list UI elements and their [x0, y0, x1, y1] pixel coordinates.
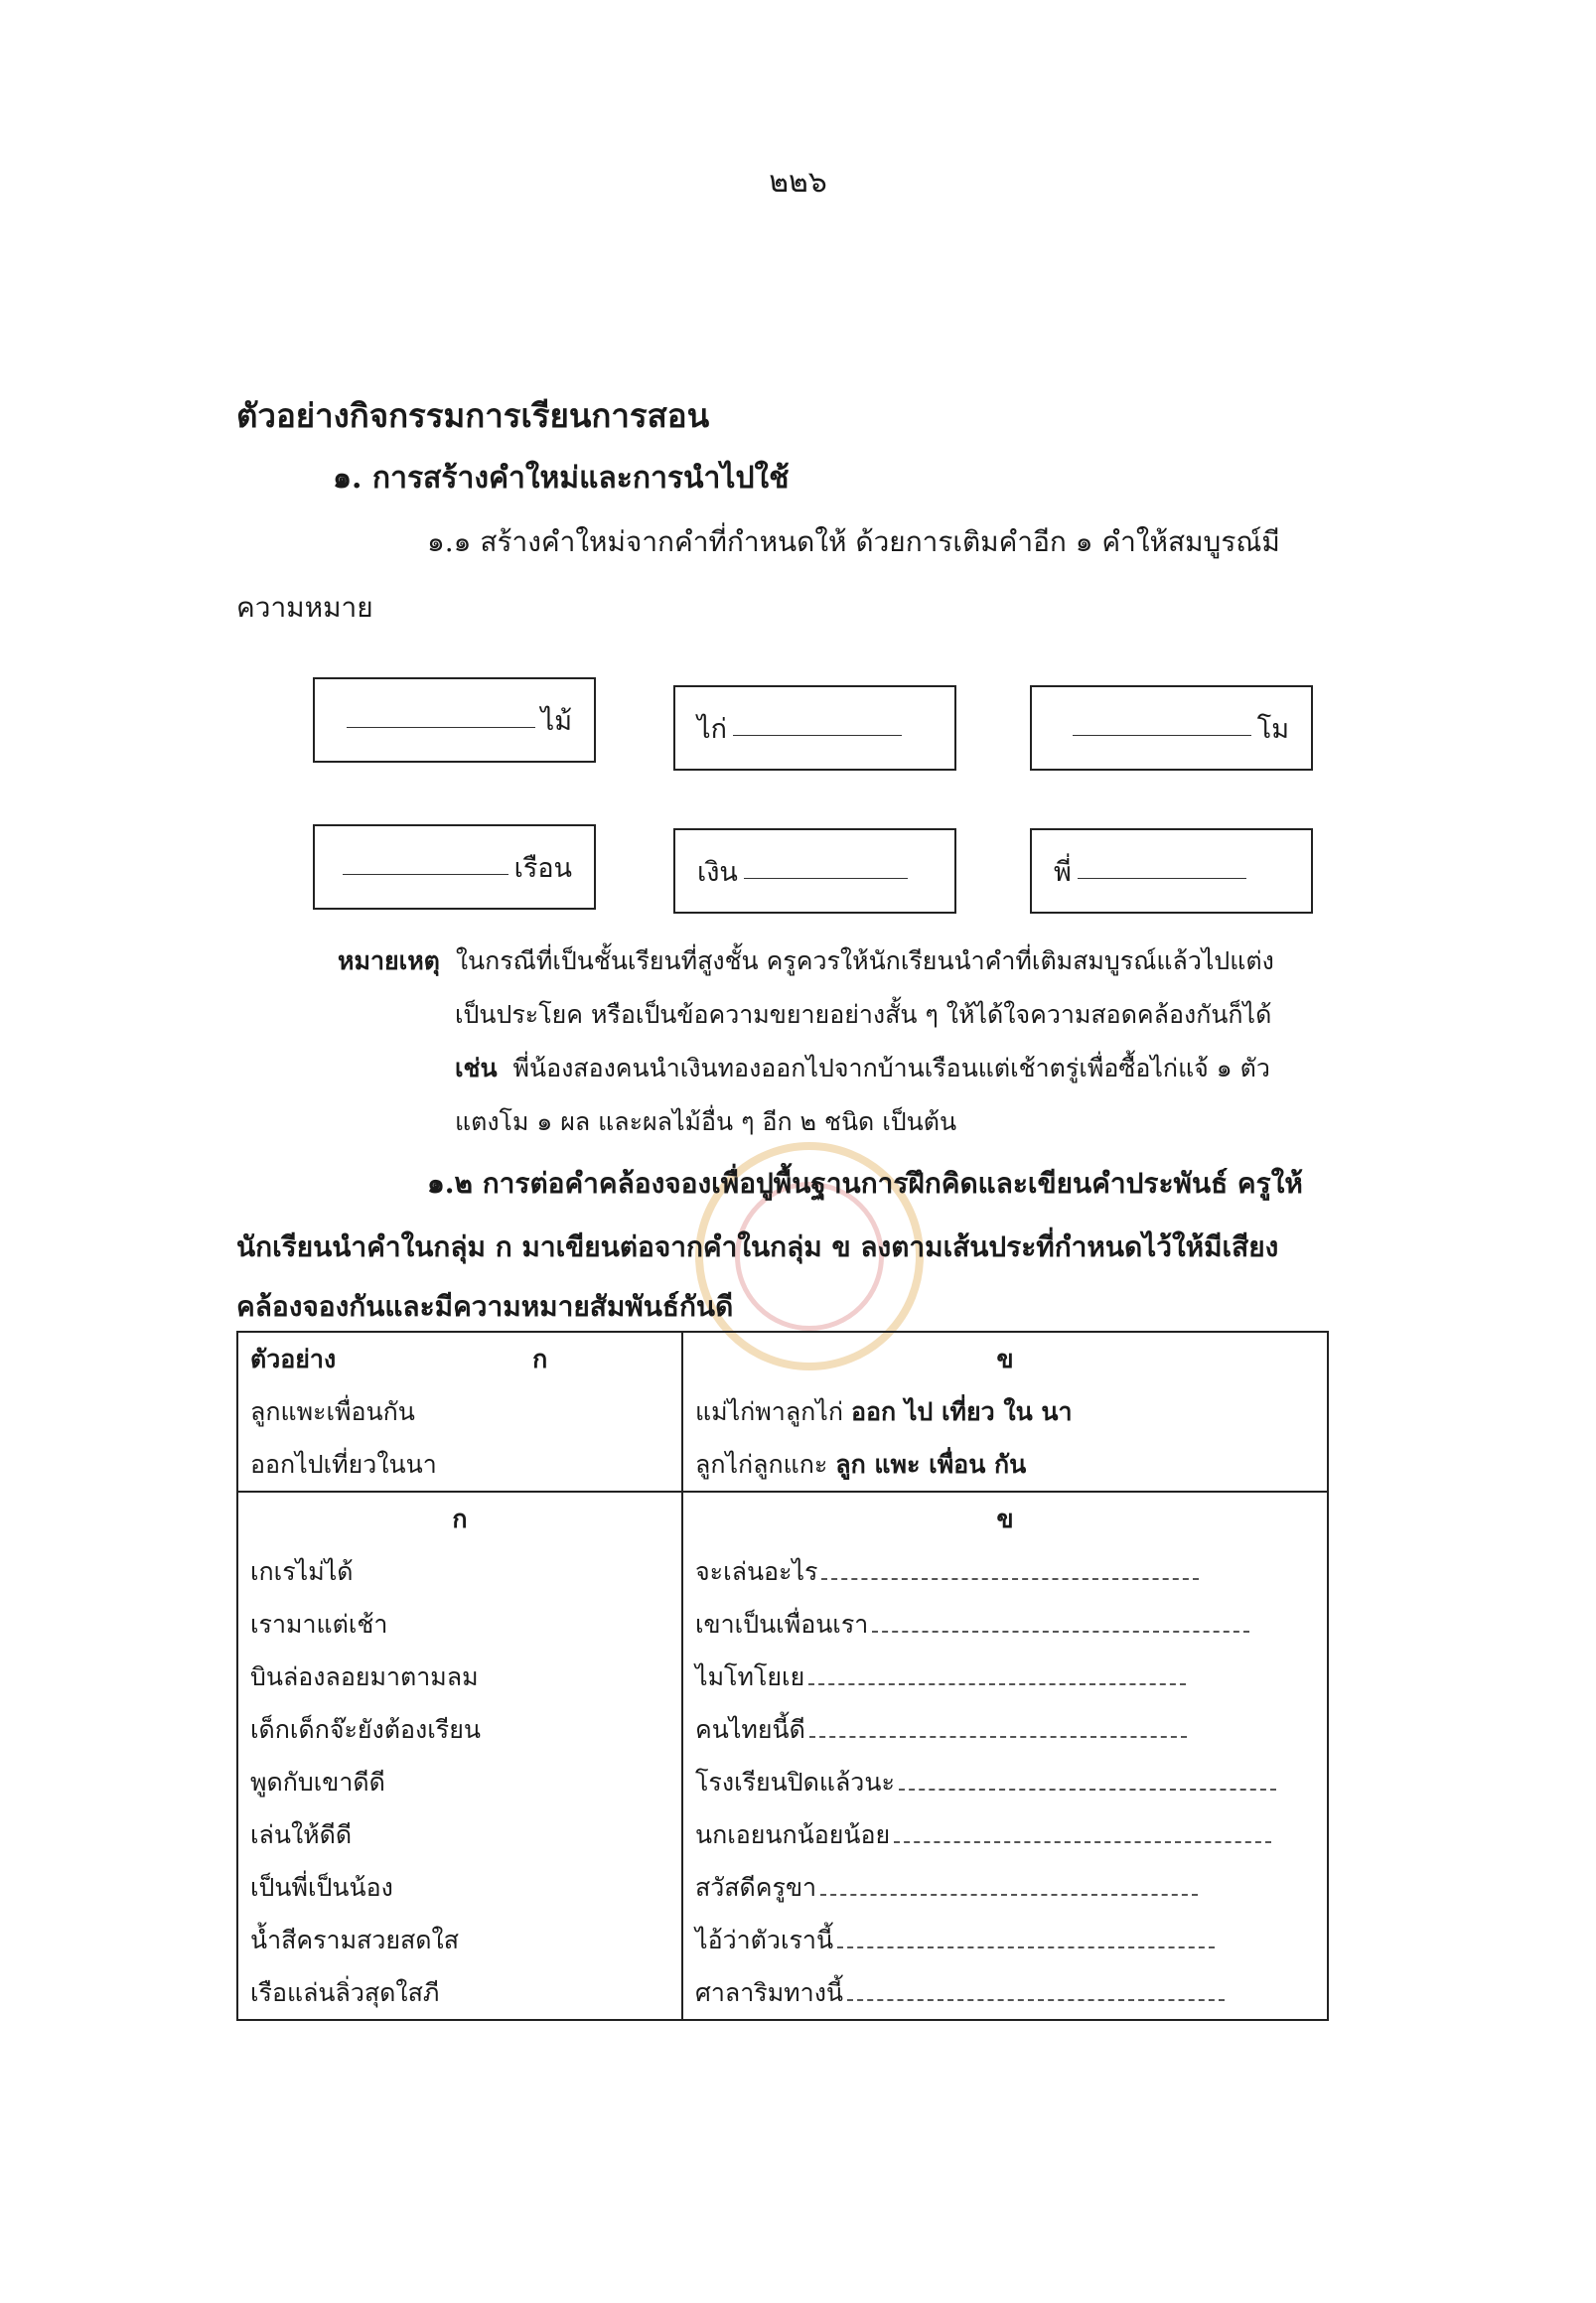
table-cell: เกเรไม่ได้ — [237, 1545, 682, 1598]
word-box-kai — [673, 685, 956, 771]
word-box-label: พี่ — [1054, 856, 1072, 888]
word-box-phi — [1030, 828, 1313, 914]
note-text: พี่น้องสองคนนำเงินทองออกไปจากบ้านเรือนแต่เช้าตรู่เพื่อซื้อไก่แจ้ ๑ ตัว — [512, 1054, 1270, 1082]
blank-line — [1073, 734, 1251, 736]
note-line-1 — [338, 941, 1274, 981]
page-number: ๒๒๖ — [769, 165, 827, 200]
word-box-mo — [1030, 685, 1313, 771]
section-1-2-text-end: คล้องจองกันและมีความหมายสัมพันธ์กันดี — [236, 1290, 734, 1323]
dotted-blank — [820, 1893, 1198, 1896]
word-box-ngoen — [673, 828, 956, 914]
word-box-label: ไม้ — [540, 705, 572, 737]
table-row — [237, 1651, 1328, 1703]
table-cell — [682, 1651, 1328, 1703]
table-cell — [682, 1703, 1328, 1756]
blank-line — [744, 877, 908, 879]
cell-text: สวัสดีครูขา — [695, 1873, 817, 1902]
dotted-blank — [847, 1998, 1225, 2001]
table-row — [237, 1545, 1328, 1598]
word-box-label: โม — [1256, 713, 1289, 745]
cell-text: เขาเป็นเพื่อนเรา — [695, 1610, 869, 1639]
blank-line — [343, 873, 508, 875]
dotted-blank — [899, 1788, 1276, 1791]
section-1-2-text: ๑.๒ การต่อคำคล้องจองเพื่อปูพื้นฐานการฝึกคิดและเขียนคำประพันธ์ ครูให้ — [427, 1167, 1303, 1200]
table-row — [237, 1438, 1328, 1492]
column-b-header: ข — [682, 1492, 1328, 1545]
note-line-2: เป็นประโยค หรือเป็นข้อความขยายอย่างสั้น ๆ ให้ได้ใจความสอดคล้องกันก็ได้ — [455, 1000, 1272, 1029]
table-cell — [682, 1914, 1328, 1966]
cell-text-bold: ออก ไป เที่ยว ใน นา — [850, 1397, 1073, 1426]
cell-text: แม่ไก่พาลูกไก่ — [695, 1397, 843, 1426]
table-cell — [682, 1385, 1328, 1438]
table-cell — [682, 1966, 1328, 2020]
table-cell — [237, 1332, 682, 1385]
example-heading: ตัวอย่าง — [250, 1345, 337, 1373]
table-row — [237, 1598, 1328, 1651]
dotted-blank — [809, 1735, 1187, 1738]
table-row — [237, 1914, 1328, 1966]
section-1-2-text-cont: นักเรียนนำคำในกลุ่ม ก มาเขียนต่อจากคำในกลุ่ม ข ลงตามเส้นประที่กำหนดไว้ให้มีเสียง — [236, 1230, 1279, 1263]
table-cell: เป็นพี่เป็นน้อง — [237, 1861, 682, 1914]
example-label: เช่น — [455, 1054, 498, 1082]
note-line-3 — [455, 1049, 1270, 1088]
cell-text: นกเอยนกน้อยน้อย — [695, 1820, 891, 1849]
note-line-4: แตงโม ๑ ผล และผลไม้อื่น ๆ อีก ๒ ชนิด เป็นต้น — [455, 1107, 957, 1136]
table-cell: น้ำสีครามสวยสดใส — [237, 1914, 682, 1966]
table-row — [237, 1756, 1328, 1808]
word-box-mai — [313, 677, 596, 763]
table-row — [237, 1492, 1328, 1545]
column-b-header: ข — [682, 1332, 1328, 1385]
column-a-header: ก — [237, 1492, 682, 1545]
blank-line — [347, 726, 535, 728]
blank-line — [1078, 877, 1246, 879]
section-1-title: ๑. การสร้างคำใหม่และการนำไปใช้ — [333, 461, 790, 496]
table-cell: เรือแล่นลิ่วสุดใสภี — [237, 1966, 682, 2020]
word-box-label: ไก่ — [697, 713, 727, 745]
table-row — [237, 1332, 1328, 1385]
table-cell — [682, 1756, 1328, 1808]
table-cell: ออกไปเที่ยวในนา — [237, 1438, 682, 1492]
note-text: ในกรณีที่เป็นชั้นเรียนที่สูงชั้น ครูควรให้นักเรียนนำคำที่เติมสมบูรณ์แล้วไปแต่ง — [455, 946, 1274, 975]
table-cell: เล่นให้ดีดี — [237, 1808, 682, 1861]
cell-text: ไมโทโยเย — [695, 1662, 805, 1691]
cell-text-bold: ลูก แพะ เพื่อน กัน — [835, 1450, 1027, 1479]
cell-text: คนไทยนี้ดี — [695, 1715, 805, 1744]
page-heading: ตัวอย่างกิจกรรมการเรียนการสอน — [236, 396, 710, 435]
blank-line — [733, 734, 902, 736]
table-cell: เด็กเด็กจ๊ะยังต้องเรียน — [237, 1703, 682, 1756]
table-cell — [682, 1808, 1328, 1861]
table-cell — [682, 1545, 1328, 1598]
cell-text: ศาลาริมทางนี้ — [695, 1978, 843, 2007]
column-a-header: ก — [532, 1345, 548, 1373]
rhyme-table — [236, 1331, 1329, 2021]
table-row — [237, 1703, 1328, 1756]
table-cell: ลูกแพะเพื่อนกัน — [237, 1385, 682, 1438]
section-1-1-text-cont: ความหมาย — [236, 591, 373, 624]
table-row — [237, 1861, 1328, 1914]
dotted-blank — [872, 1630, 1249, 1633]
table-cell — [682, 1861, 1328, 1914]
word-box-ruean — [313, 824, 596, 910]
word-box-label: เงิน — [697, 856, 738, 888]
table-row — [237, 1385, 1328, 1438]
dotted-blank — [837, 1945, 1215, 1948]
note-label: หมายเหตุ — [338, 946, 440, 975]
dotted-blank — [808, 1682, 1186, 1685]
dotted-blank — [894, 1840, 1271, 1843]
cell-text: โรงเรียนปิดแล้วนะ — [695, 1768, 895, 1797]
table-cell: พูดกับเขาดีดี — [237, 1756, 682, 1808]
table-cell — [682, 1438, 1328, 1492]
word-box-label: เรือน — [513, 852, 572, 884]
table-row — [237, 1808, 1328, 1861]
table-cell: บินล่องลอยมาตามลม — [237, 1651, 682, 1703]
table-cell: เรามาแต่เช้า — [237, 1598, 682, 1651]
table-row — [237, 1966, 1328, 2020]
table-cell — [682, 1598, 1328, 1651]
section-1-1-text: ๑.๑ สร้างคำใหม่จากคำที่กำหนดให้ ด้วยการเติมคำอีก ๑ คำให้สมบูรณ์มี — [427, 525, 1280, 558]
dotted-blank — [821, 1577, 1199, 1580]
cell-text: ลูกไก่ลูกแกะ — [695, 1450, 828, 1479]
cell-text: ไอ้ว่าตัวเรานี้ — [695, 1926, 834, 1954]
cell-text: จะเล่นอะไร — [695, 1557, 818, 1586]
